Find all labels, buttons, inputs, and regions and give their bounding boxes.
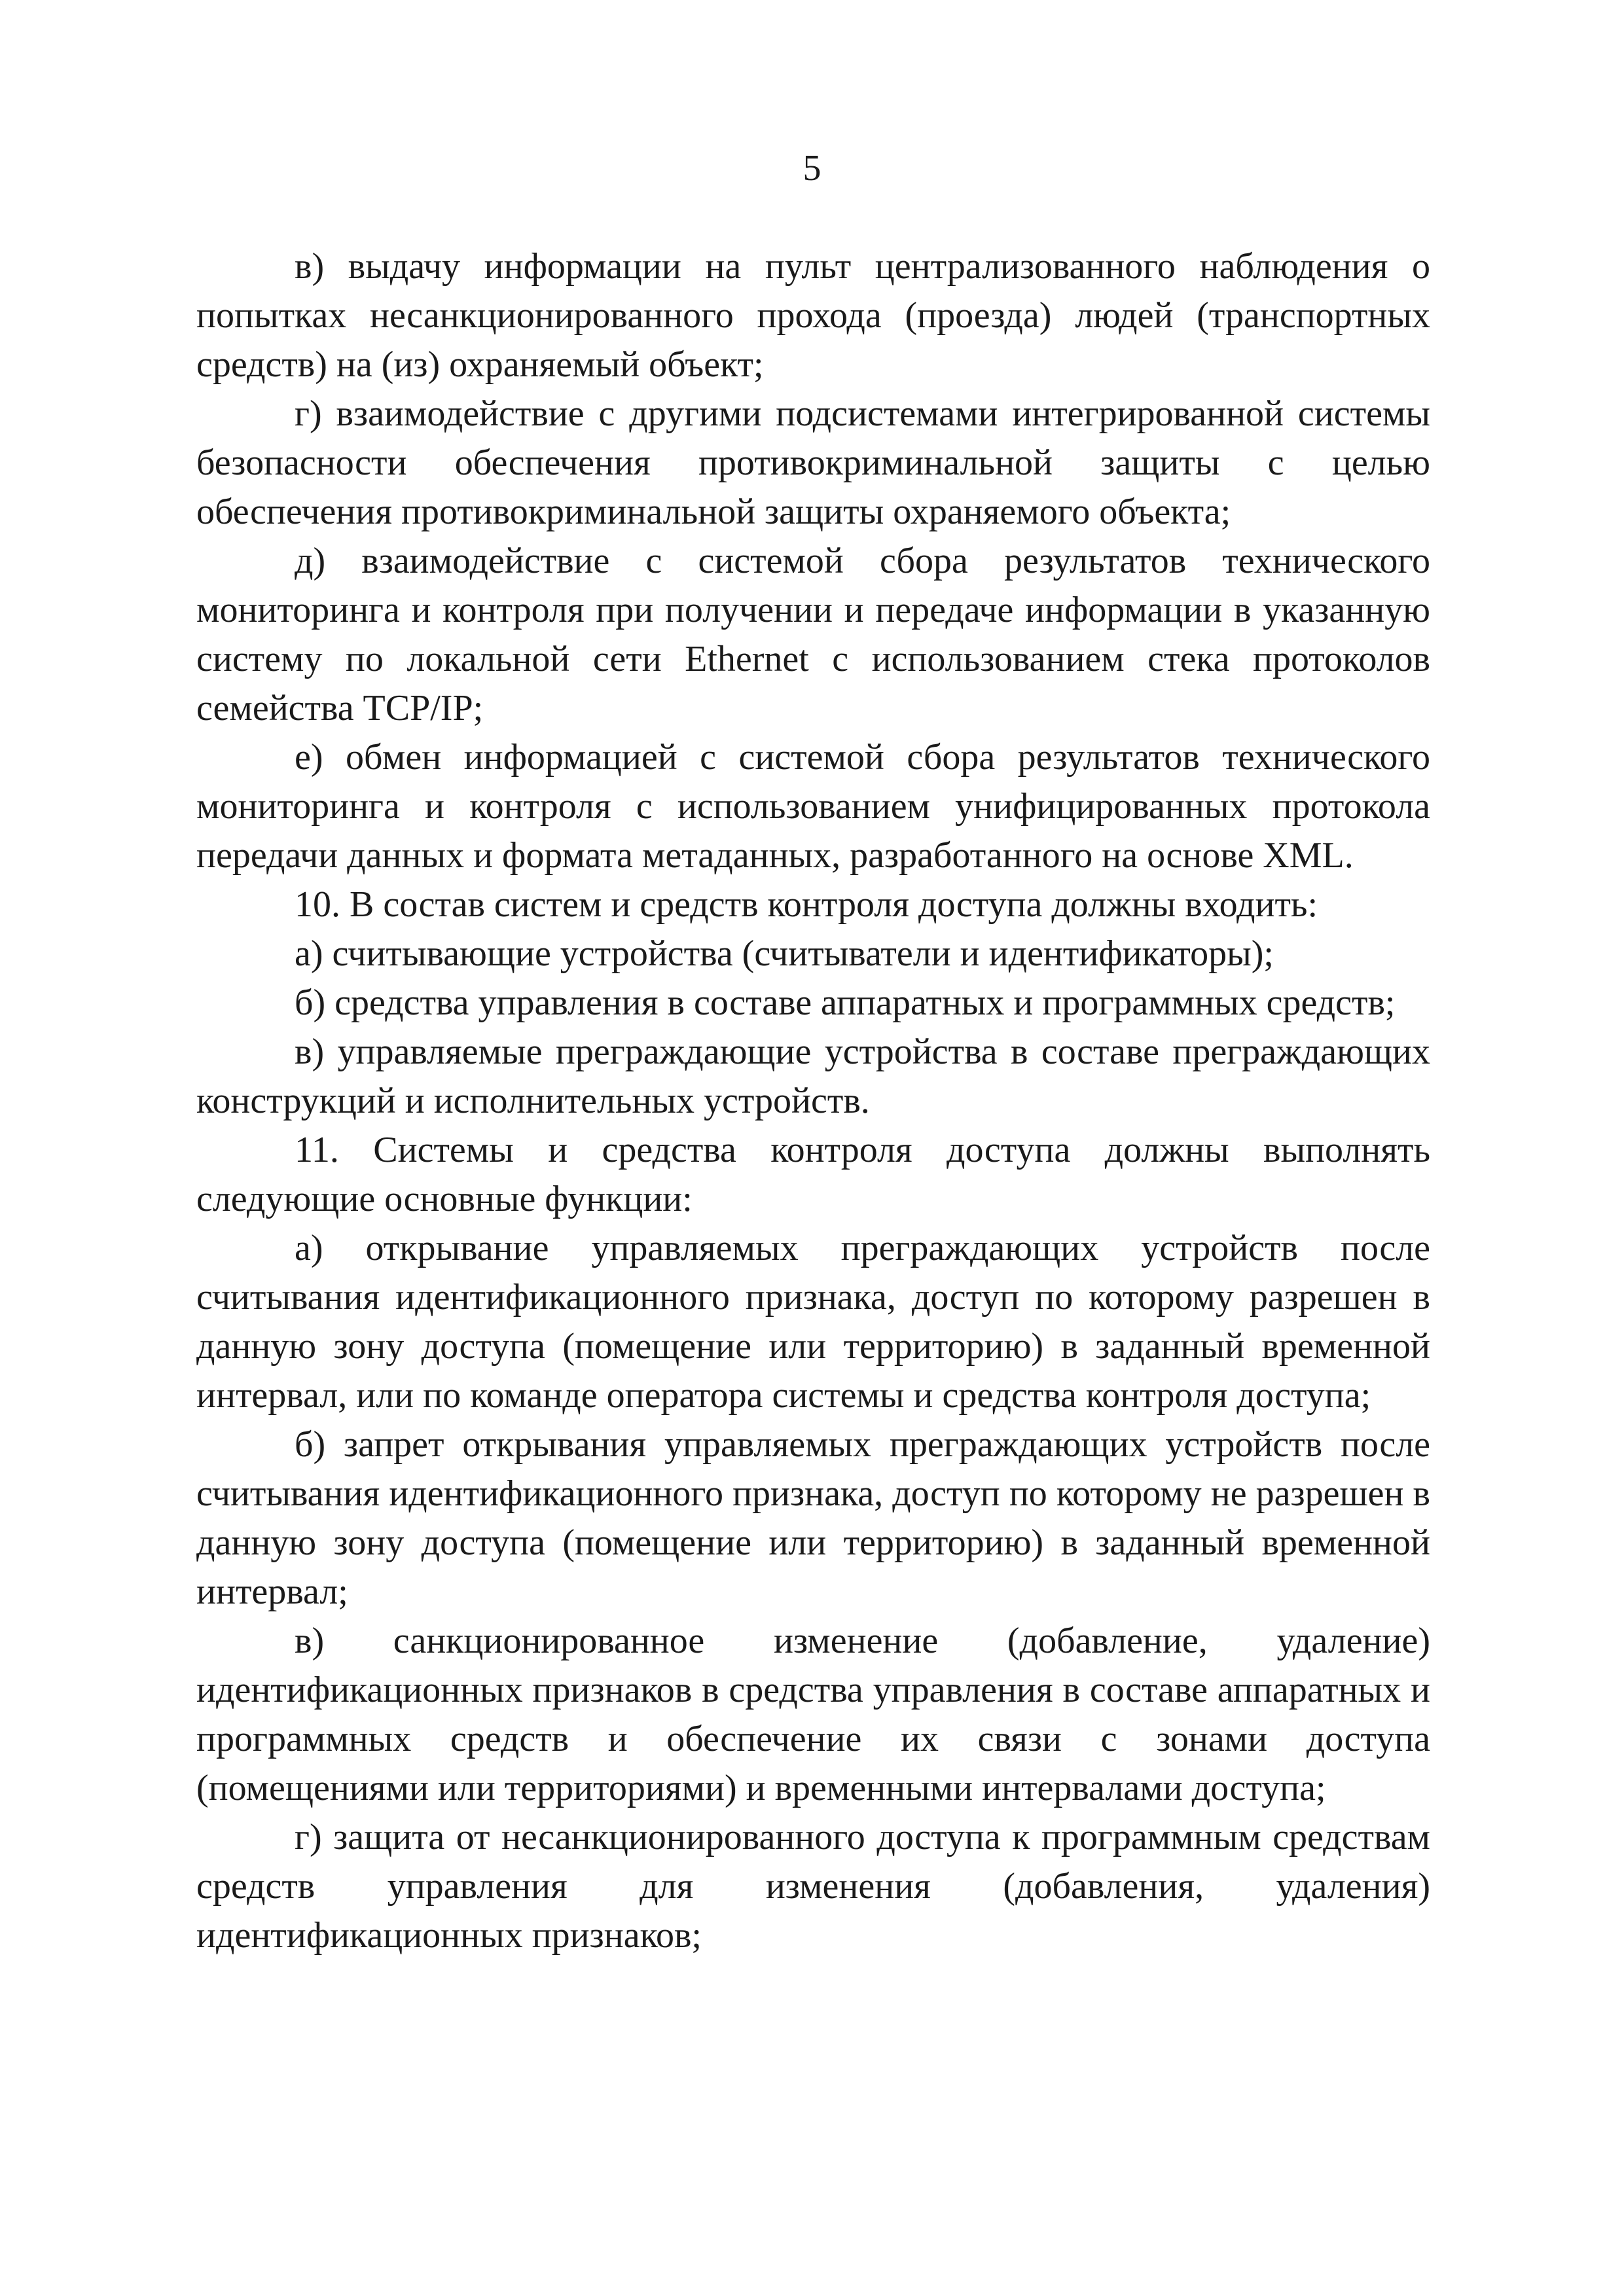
paragraph-v-output-info: в) выдачу информации на пульт централизованного наблюдения о попытках несанкционированного прохода (проезда) людей (транспортных средств) на (из) охраняемый объект; <box>196 246 1430 385</box>
paragraph-g-protection: г) защита от несанкционированного доступа к программным средствам средств управления для изменения (добавления, удаления) идентификационных признаков; <box>196 1817 1430 1956</box>
page-number: 5 <box>803 148 821 188</box>
paragraph-d-interaction-monitoring: д) взаимодействие с системой сбора результатов технического мониторинга и контроля при получении и передаче информации в указанную систему по локальной сети Ethernet с использованием стека протоколов семейства TCP/IP; <box>196 541 1430 728</box>
paragraph-g-interaction-subsystems: г) взаимодействие с другими подсистемами интегрированной системы безопасности обеспечения противокриминальной защиты с целью обеспечения противокриминальной защиты охраняемого объекта; <box>196 393 1430 532</box>
paragraph-e-info-exchange: е) обмен информацией с системой сбора результатов технического мониторинга и контроля с использованием унифицированных протокола передачи данных и формата метаданных, разработанного на основе XML. <box>196 737 1430 876</box>
paragraph-11-functions: 11. Системы и средства контроля доступа должны выполнять следующие основные функции: <box>196 1130 1430 1219</box>
paragraph-a-readers: а) считывающие устройства (считыватели и идентификаторы); <box>295 933 1274 974</box>
paragraph-v-barrier-devices: в) управляемые преграждающие устройства в составе преграждающих конструкций и исполнительных устройств. <box>196 1031 1430 1121</box>
paragraph-b-prohibition: б) запрет открывания управляемых преграждающих устройств после считывания идентификационного признака, доступ по которому не разрешен в данную зону доступа (помещение или территорию) в заданный временной интервал; <box>196 1424 1430 1612</box>
paragraph-b-control-means: б) средства управления в составе аппаратных и программных средств; <box>295 982 1396 1023</box>
paragraph-v-authorized-change: в) санкционированное изменение (добавление, удаление) идентификационных признаков в средства управления в составе аппаратных и программных средств и обеспечение их связи с зонами доступа (помещениями или территориями) и временными интервалами доступа; <box>196 1621 1430 1808</box>
paragraph-a-opening: а) открывание управляемых преграждающих устройств после считывания идентификационного признака, доступ по которому разрешен в данную зону доступа (помещение или территорию) в заданный временной интервал, или по команде оператора системы и средства контроля доступа; <box>196 1228 1430 1416</box>
document-body <box>196 242 1430 1960</box>
paragraph-10-composition: 10. В состав систем и средств контроля доступа должны входить: <box>295 884 1318 925</box>
